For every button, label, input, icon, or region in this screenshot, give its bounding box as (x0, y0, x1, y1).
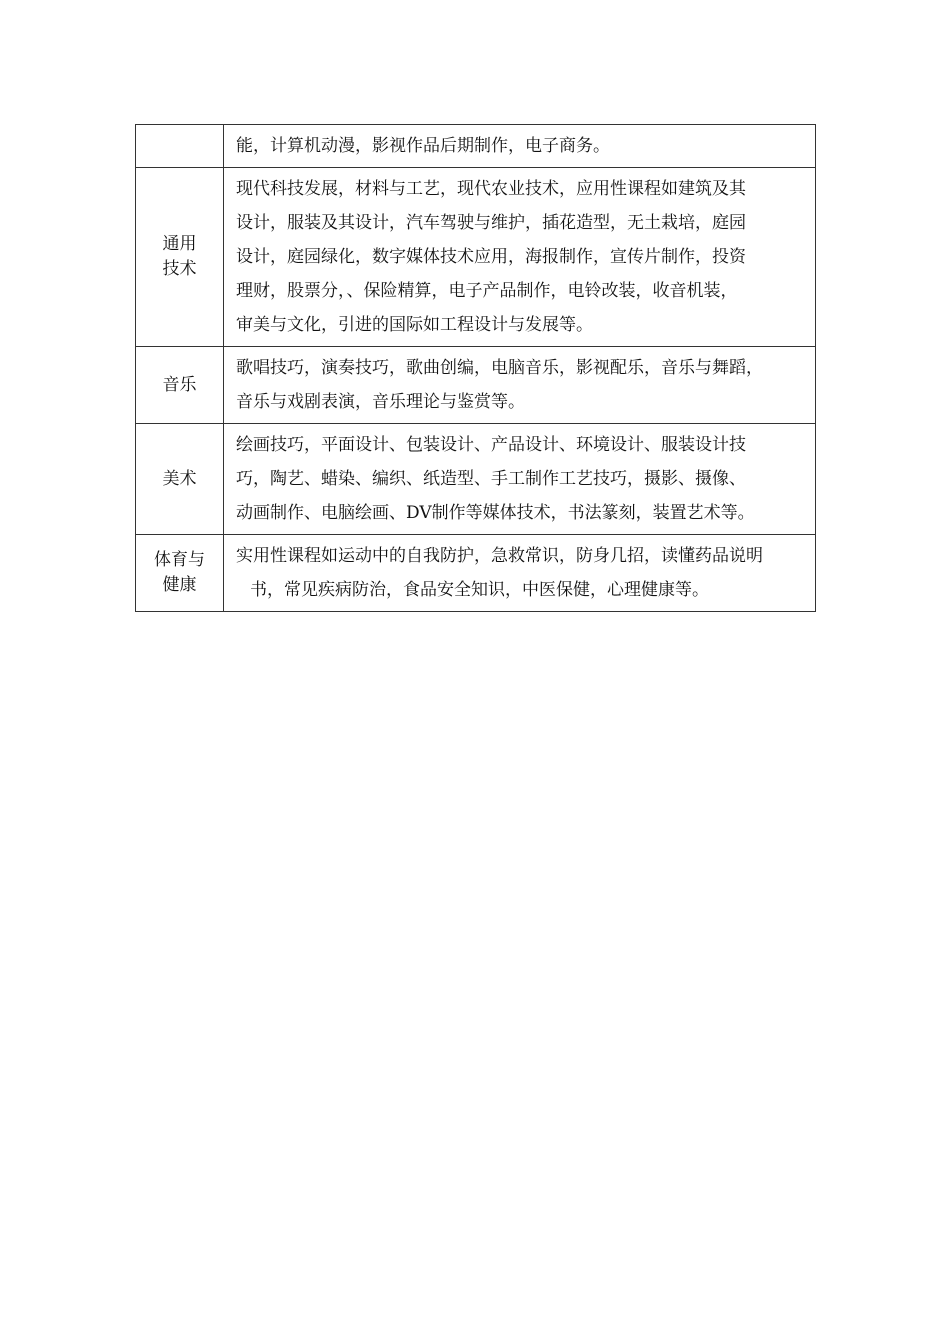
course-table (135, 124, 816, 612)
content-line: 理财，股票分，、保险精算，电子产品制作，电铃改装，收音机装， (236, 281, 738, 301)
subject-label: 技术 (162, 259, 197, 279)
content-cell (224, 125, 816, 168)
content-line: 设计，服装及其设计，汽车驾驶与维护，插花造型，无土栽培，庭园 (236, 213, 746, 233)
table-row (136, 125, 816, 168)
content-line: 歌唱技巧，演奏技巧，歌曲创编，电脑音乐，影视配乐，音乐与舞蹈， (236, 358, 763, 378)
content-cell (224, 168, 816, 347)
content-cell (224, 424, 816, 535)
subject-label: 音乐 (162, 374, 197, 395)
subject-cell (136, 535, 224, 612)
content-line: 书，常见疾病防治，食品安全知识，中医保健，心理健康等。 (250, 580, 709, 600)
subject-label: 美术 (162, 468, 197, 489)
content-cell (224, 535, 816, 612)
content-line: 审美与文化，引进的国际如工程设计与发展等。 (236, 315, 593, 335)
content-line: 能，计算机动漫，影视作品后期制作，电子商务。 (236, 136, 610, 156)
table-row (136, 424, 816, 535)
table-row (136, 535, 816, 612)
subject-cell (136, 347, 224, 424)
content-line: 绘画技巧，平面设计、包装设计、产品设计、环境设计、服装设计技 (236, 435, 746, 455)
table-row (136, 347, 816, 424)
subject-cell (136, 424, 224, 535)
subject-label: 体育与 (154, 550, 205, 570)
subject-label: 健康 (162, 575, 197, 595)
content-line: 设计，庭园绿化，数字媒体技术应用，海报制作，宣传片制作，投资 (236, 247, 746, 267)
content-line: 动画制作、电脑绘画、DV制作等媒体技术，书法篆刻，装置艺术等。 (236, 503, 755, 523)
subject-cell (136, 125, 224, 168)
content-line: 音乐与戏剧表演，音乐理论与鉴赏等。 (236, 392, 525, 412)
subject-cell (136, 168, 224, 347)
content-line: 现代科技发展，材料与工艺，现代农业技术，应用性课程如建筑及其 (236, 179, 746, 199)
content-line: 巧，陶艺、蜡染、编织、纸造型、手工制作工艺技巧，摄影、摄像、 (236, 469, 746, 489)
content-cell (224, 347, 816, 424)
content-line: 实用性课程如运动中的自我防护，急救常识，防身几招，读懂药品说明 (236, 546, 763, 566)
subject-label: 通用 (162, 234, 197, 254)
table-row (136, 168, 816, 347)
